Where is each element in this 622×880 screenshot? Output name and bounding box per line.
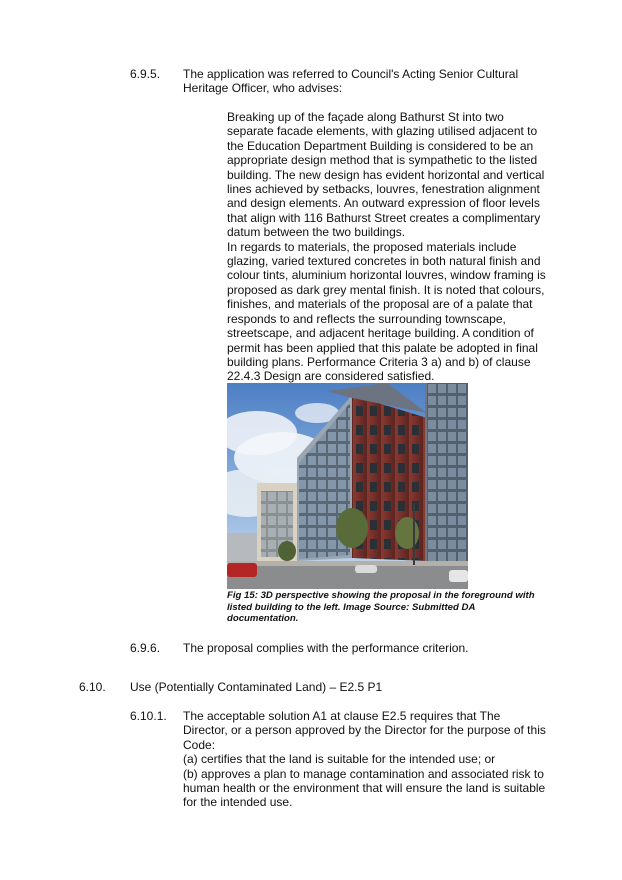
caption-line: documentation. — [227, 613, 299, 625]
quote-line: appropriate design method that is sympathetic to the listed — [227, 153, 538, 168]
section-6-9-5-text — [183, 67, 518, 96]
white-car — [355, 565, 377, 573]
text-line: Heritage Officer, who advises: — [183, 81, 343, 96]
caption-line: Fig 15: 3D perspective showing the proposal in the foreground with — [227, 590, 535, 601]
text-line: (b) approves a plan to manage contamination and associated risk to — [183, 766, 544, 781]
quote-line: In regards to materials, the proposed materials include — [227, 239, 517, 254]
quote-line: datum between the two buildings. — [227, 225, 406, 240]
building-perspective-image — [227, 383, 468, 589]
text-line: Director, or a person approved by the Director for the purpose of this — [183, 723, 546, 738]
section-6-10-1-text — [183, 709, 546, 810]
quote-line: building plans. Performance Criteria 3 a) and b) of clause — [227, 354, 531, 369]
tree — [395, 517, 419, 549]
quote-line: streetscape, and adjacent heritage building. A condition of — [227, 326, 534, 341]
section-6-10-number: 6.10. — [79, 680, 106, 694]
white-car — [449, 570, 468, 582]
quote-line: Breaking up of the façade along Bathurst St into two — [227, 110, 504, 124]
footpath — [227, 561, 468, 566]
adjacent-tower-windows — [427, 383, 468, 573]
section-6-9-5-number: 6.9.5. — [130, 67, 161, 81]
quote-line: that align with 116 Bathurst Street creates a complimentary — [227, 210, 541, 225]
quote-line: lines achieved by setbacks, louvres, fenestration alignment — [227, 182, 540, 197]
text-line: human health or the environment that will ensure the land is suitable — [183, 781, 546, 796]
text-line: (a) certifies that the land is suitable for the intended use; or — [183, 752, 496, 767]
quote-line: 22.4.3 Design are considered satisfied. — [227, 369, 435, 384]
red-car — [227, 563, 257, 577]
quote-line: finishes, and materials of the proposal are of a palate that — [227, 297, 533, 312]
section-6-10-heading: Use (Potentially Contaminated Land) – E2.5 P1 — [130, 680, 383, 694]
quote-line: building. The new design has evident horizontal and vertical — [227, 167, 545, 182]
text-line: Code: — [183, 737, 216, 752]
quote-line: glazing, varied textured concretes in both natural finish and — [227, 254, 541, 269]
section-6-9-6-number: 6.9.6. — [130, 641, 161, 655]
quote-line: separate facade elements, with glazing utilised adjacent to — [227, 124, 538, 139]
lamp-post — [413, 503, 415, 565]
figure-caption — [227, 590, 535, 625]
caption-line: listed building to the left. Image Source: Submitted DA — [227, 601, 476, 613]
text-line: The acceptable solution A1 at clause E2.5 requires that The — [183, 709, 501, 723]
quote-line: and design elements. An outward expression of floor levels — [227, 196, 540, 211]
text-line: The application was referred to Council's Acting Senior Cultural — [183, 67, 519, 81]
quote-line: responds to and reflects the surrounding townscape, — [227, 311, 506, 326]
distant-building — [227, 533, 257, 563]
building-rendering — [227, 383, 468, 589]
section-6-9-6-text: The proposal complies with the performance criterion. — [183, 641, 469, 655]
tree — [336, 508, 368, 548]
quote-line: the Education Department Building is considered to be an — [227, 138, 534, 153]
quote-line: colour tints, aluminium horizontal louvres, window framing is — [227, 268, 546, 283]
text-line: for the intended use. — [183, 795, 293, 810]
tree — [278, 541, 296, 561]
section-6-10-1-number: 6.10.1. — [130, 709, 167, 723]
heritage-officer-quote — [227, 110, 546, 384]
quote-line: proposed as dark grey mental finish. It is noted that colours, — [227, 282, 545, 297]
quote-line: permit has been applied that this palate be adopted in final — [227, 340, 538, 355]
